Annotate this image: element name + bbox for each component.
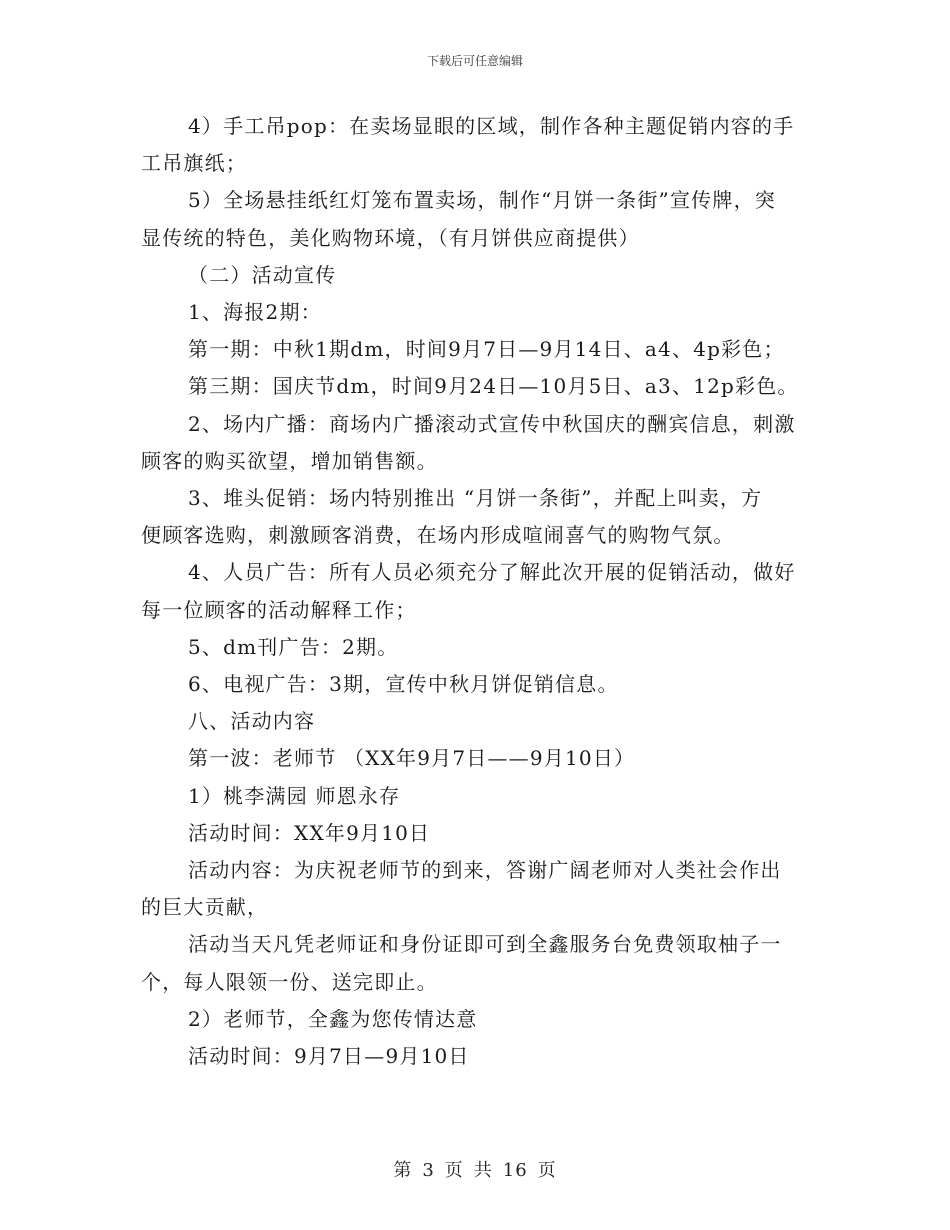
total-pages: 16 xyxy=(502,1160,528,1181)
paragraph-line: 活动当天凡凭老师证和身份证即可到全鑫服务台免费领取柚子一 xyxy=(188,932,782,957)
document-body xyxy=(141,108,809,1075)
paragraph-line: 6、电视广告：3期，宣传中秋月饼促销信息。 xyxy=(188,672,619,697)
paragraph-line: 活动内容：为庆祝老师节的到来，答谢广阔老师对人类社会作出 xyxy=(188,858,782,883)
paragraph-line: 4）手工吊pop：在卖场显眼的区域，制作各种主题促销内容的手 xyxy=(188,114,795,138)
paragraph-line: 活动时间：9月7日—9月10日 xyxy=(188,1044,470,1069)
paragraph-line: 2、场内广播：商场内广播滚动式宣传中秋国庆的酬宾信息，刺激 xyxy=(188,411,796,436)
page-label-mid: 页 xyxy=(444,1160,464,1181)
paragraph-line: 便顾客选购，刺激顾客消费，在场内形成喧闹喜气的购物气氛。 xyxy=(141,523,735,548)
paragraph-line: 3、堆头促销：场内特别推出 “月饼一条街”，并配上叫卖，方 xyxy=(188,486,763,511)
paragraph-line: 显传统的特色，美化购物环境，（有月饼供应商提供） xyxy=(141,225,640,250)
paragraph-line: 1、海报2期： xyxy=(188,300,322,325)
paragraph-line: 第一波：老师节 （XX年9月7日——9月10日） xyxy=(188,746,636,771)
paragraph-line: 工吊旗纸； xyxy=(141,151,247,176)
paragraph-line: 个，每人限领一份、送完即止。 xyxy=(141,969,438,994)
paragraph-line: 第三期：国庆节dm，时间9月24日—10月5日、a3、12p彩色。 xyxy=(188,374,799,399)
page-label-prefix: 第 xyxy=(393,1160,413,1181)
page-label-suffix: 页 xyxy=(537,1160,557,1181)
total-label: 共 xyxy=(473,1160,493,1181)
paragraph-line: 每一位顾客的活动解释工作； xyxy=(141,597,417,622)
section-heading: 八、活动内容 xyxy=(188,709,316,734)
section-heading: （二）活动宣传 xyxy=(188,262,337,287)
paragraph-line: 顾客的购买欲望，增加销售额。 xyxy=(141,448,438,473)
paragraph-line: 1）桃李满园 师恩永存 xyxy=(188,783,401,808)
paragraph-line: 的巨大贡献， xyxy=(141,895,269,920)
page-header: 下载后可任意编辑 xyxy=(426,54,523,68)
paragraph-line: 5、dm刊广告：2期。 xyxy=(188,634,399,659)
paragraph-line: 4、人员广告：所有人员必须充分了解此次开展的促销活动，做好 xyxy=(188,560,796,585)
paragraph-line: 第一期：中秋1期dm，时间9月7日—9月14日、a4、4p彩色； xyxy=(188,337,785,362)
paragraph-line: 2）老师节，全鑫为您传情达意 xyxy=(188,1006,478,1031)
current-page: 3 xyxy=(422,1160,435,1181)
paragraph-line: 5）全场悬挂纸红灯笼布置卖场，制作“月饼一条街”宣传牌，突 xyxy=(188,188,776,213)
page-number xyxy=(0,1156,950,1182)
paragraph-line: 活动时间：XX年9月10日 xyxy=(188,820,431,845)
